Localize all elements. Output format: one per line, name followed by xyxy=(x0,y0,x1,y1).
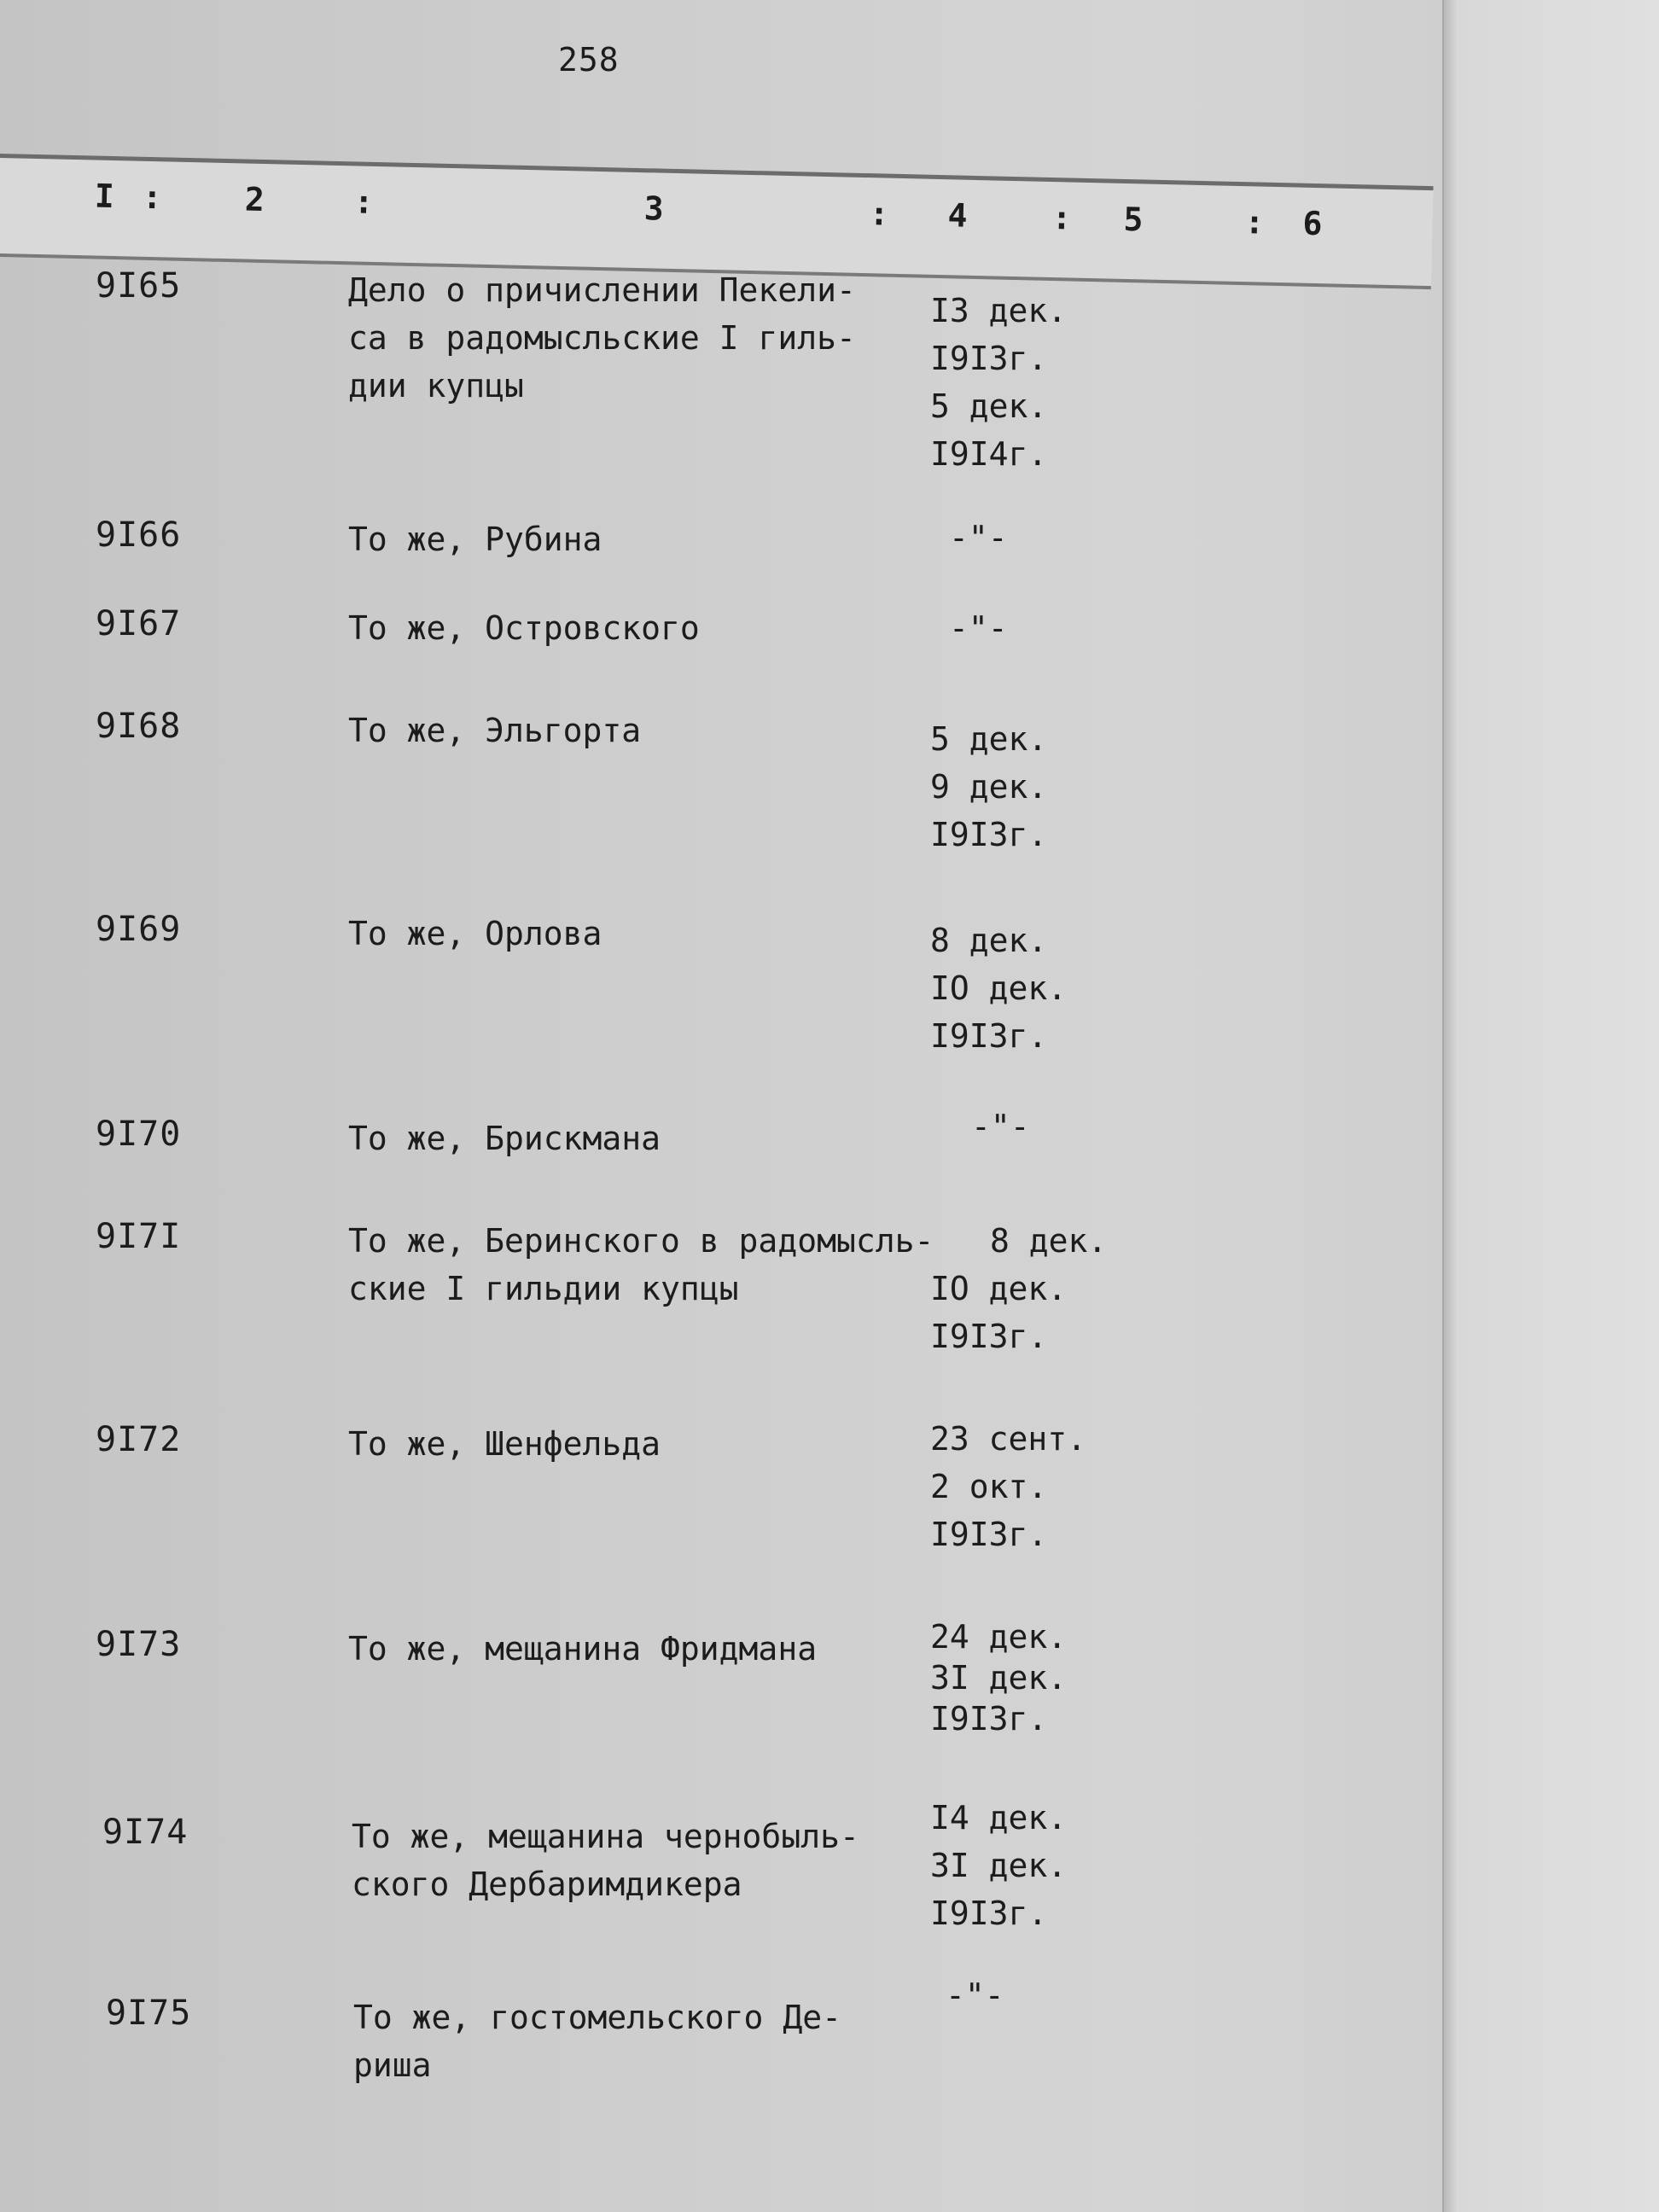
ditto-mark: -"- xyxy=(946,1976,1004,2014)
record-title xyxy=(348,707,911,754)
record-title xyxy=(348,910,911,958)
record-title xyxy=(348,266,911,410)
record-date-line: I9I3г. xyxy=(930,1516,1048,1553)
record-date-line: 8 дек. xyxy=(930,922,1048,959)
record-date-line: 9 дек. xyxy=(930,768,1048,806)
record-number: 9I69 xyxy=(96,910,182,949)
page-edge xyxy=(1442,0,1659,2212)
record-number: 9I65 xyxy=(96,266,182,306)
column-separator: : xyxy=(353,183,375,221)
record-title-line: То же, Беринского в радомысль- xyxy=(348,1222,934,1260)
column-header-5: 5 xyxy=(1123,200,1144,239)
record-date-line: 2 окт. xyxy=(930,1468,1048,1505)
ditto-mark: -"- xyxy=(949,519,1008,556)
record-dates xyxy=(930,1415,1086,1558)
record-date-line: 3I дек. xyxy=(930,1659,1068,1697)
record-number: 9I66 xyxy=(96,515,182,555)
record-number: 9I70 xyxy=(96,1115,182,1154)
record-title-line: То же, гостомельского Де- xyxy=(353,1999,841,2036)
record-title-line: То же, Эльгорта xyxy=(348,712,642,749)
column-separator: : xyxy=(142,178,163,217)
record-date-line: I9I3г. xyxy=(930,816,1048,853)
record-date-line: I9I3г. xyxy=(930,1700,1048,1738)
record-date-line: 5 дек. xyxy=(930,720,1048,758)
record-date-line: I3 дек. xyxy=(930,292,1068,329)
record-title-line: То же, Островского xyxy=(348,609,700,647)
record-title xyxy=(348,604,911,652)
ditto-mark: -"- xyxy=(949,609,1008,647)
record-dates xyxy=(930,715,1047,859)
record-dates xyxy=(930,287,1067,478)
record-title-line: дии купцы xyxy=(348,367,524,405)
record-title xyxy=(348,1625,911,1673)
record-date-line: I4 дек. xyxy=(930,1799,1068,1837)
record-title xyxy=(348,1420,911,1468)
column-header-1: I xyxy=(94,177,115,216)
record-title xyxy=(348,1217,963,1313)
record-date-line: 23 сент. xyxy=(930,1420,1087,1458)
record-dates xyxy=(930,1794,1067,1937)
record-date-line: I9I4г. xyxy=(930,435,1048,473)
record-title xyxy=(348,515,911,563)
ditto-mark: -"- xyxy=(971,1108,1030,1145)
record-date-line: IO дек. xyxy=(930,969,1068,1007)
record-title-line: са в радомысльские I гиль- xyxy=(348,319,856,357)
record-number: 9I7I xyxy=(96,1217,182,1256)
record-date-line: I9I3г. xyxy=(930,1318,1048,1355)
record-title-line: То же, мещанина Фридмана xyxy=(348,1630,818,1668)
record-date-line: 5 дек. xyxy=(930,387,1048,425)
record-date-line: 8 дек. xyxy=(990,1222,1108,1260)
record-dates xyxy=(930,917,1067,1060)
record-date-line: I9I3г. xyxy=(930,340,1048,377)
record-number: 9I73 xyxy=(96,1625,182,1664)
record-title-line: То же, Брискмана xyxy=(348,1120,661,1157)
record-number: 9I67 xyxy=(96,604,182,643)
column-header-6: 6 xyxy=(1302,204,1323,243)
column-separator: : xyxy=(1244,203,1265,242)
page-number: 258 xyxy=(558,41,620,79)
record-title-line: То же, Шенфельда xyxy=(348,1425,661,1463)
record-date-line: I9I3г. xyxy=(930,1017,1048,1055)
record-dates xyxy=(930,1217,1107,1360)
record-title-line: То же, мещанина чернобыль- xyxy=(352,1818,859,1855)
record-title xyxy=(348,1115,911,1162)
column-header-3: 3 xyxy=(643,189,665,228)
record-title-line: ские I гильдии купцы xyxy=(348,1270,739,1307)
record-date-line: I9I3г. xyxy=(930,1895,1048,1932)
record-title-line: То же, Рубина xyxy=(348,521,602,558)
record-number: 9I74 xyxy=(102,1813,189,1852)
record-title xyxy=(353,1994,917,2089)
record-date-line: IO дек. xyxy=(930,1270,1068,1307)
record-title-line: риша xyxy=(353,2046,432,2084)
column-separator: : xyxy=(1051,198,1072,237)
column-header-2: 2 xyxy=(244,180,265,219)
record-title-line: ского Дербаримдикера xyxy=(352,1866,742,1903)
record-number: 9I72 xyxy=(96,1420,182,1459)
record-date-line: 3I дек. xyxy=(930,1847,1068,1884)
record-number: 9I75 xyxy=(106,1994,192,2033)
record-date-line: 24 дек. xyxy=(930,1618,1068,1656)
record-dates xyxy=(930,1616,1067,1739)
record-title xyxy=(352,1813,915,1908)
column-separator: : xyxy=(869,195,890,233)
record-title-line: Дело о причислении Пекели- xyxy=(348,271,856,309)
record-title-line: То же, Орлова xyxy=(348,915,602,952)
column-header-4: 4 xyxy=(947,196,969,235)
record-number: 9I68 xyxy=(96,707,182,746)
